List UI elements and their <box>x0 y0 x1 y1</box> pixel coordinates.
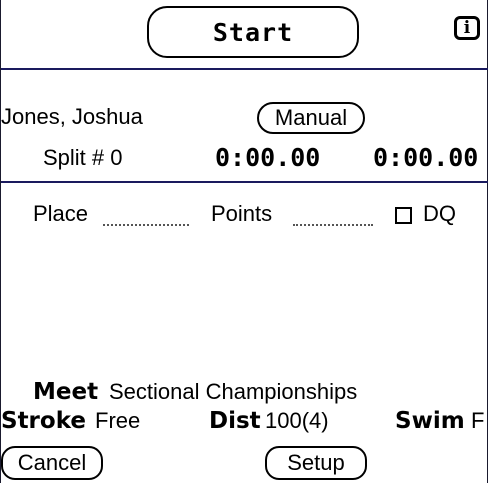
manual-mode-button[interactable]: Manual <box>257 102 365 134</box>
dq-checkbox[interactable] <box>395 207 412 224</box>
points-field[interactable] <box>293 224 373 226</box>
info-icon[interactable]: i <box>454 16 480 40</box>
place-field[interactable] <box>103 224 189 226</box>
stroke-value: Free <box>95 408 141 433</box>
swimmer-name: Jones, Joshua <box>1 104 143 129</box>
meet-value: Sectional Championships <box>109 379 358 404</box>
setup-button[interactable]: Setup <box>265 446 367 480</box>
total-time: 0:00.00 <box>373 143 479 172</box>
swim-value: F <box>471 408 485 433</box>
swimmer-divider <box>1 181 488 183</box>
place-label: Place <box>33 201 89 226</box>
swim-label: Swim <box>395 408 465 434</box>
dist-label: Dist <box>209 408 261 434</box>
stroke-label: Stroke <box>1 408 86 434</box>
split-number: Split # 0 <box>43 145 123 170</box>
points-label: Points <box>211 201 273 226</box>
cancel-button[interactable]: Cancel <box>1 446 103 480</box>
dq-label: DQ <box>423 201 456 226</box>
start-button[interactable]: Start <box>147 6 359 58</box>
header-divider <box>1 68 488 70</box>
split-time: 0:00.00 <box>215 143 321 172</box>
meet-label: Meet <box>33 379 99 405</box>
dist-value: 100(4) <box>265 408 329 433</box>
